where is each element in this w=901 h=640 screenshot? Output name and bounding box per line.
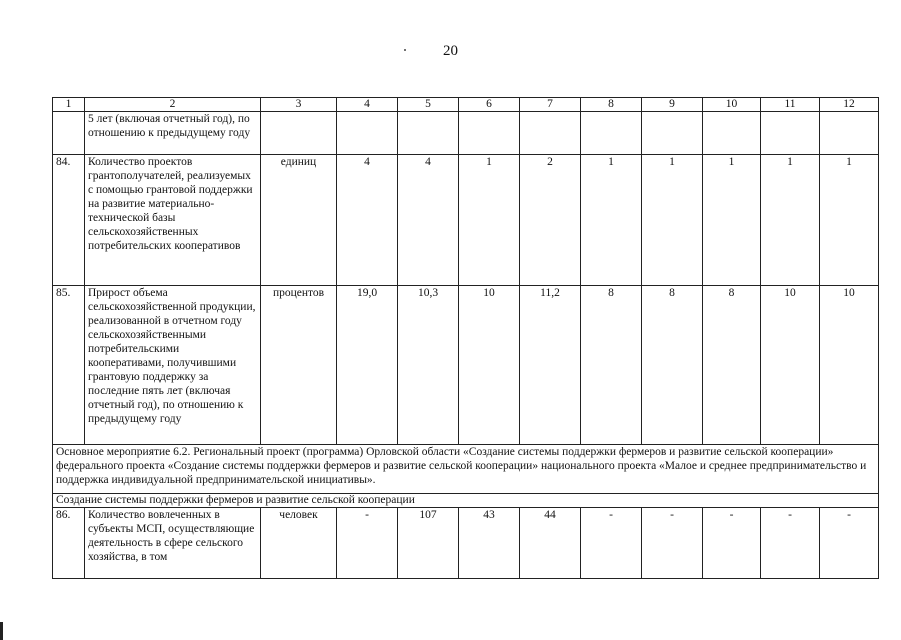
value-cell: - <box>337 508 398 579</box>
row-number <box>53 112 85 155</box>
subsection-heading: Создание системы поддержки фермеров и развитие сельской кооперации <box>53 494 879 508</box>
value-cell: - <box>642 508 703 579</box>
value-cell <box>459 112 520 155</box>
value-cell <box>398 112 459 155</box>
header-cell: 1 <box>53 98 85 112</box>
value-cell <box>761 112 820 155</box>
value-cell <box>520 112 581 155</box>
value-cell: 1 <box>642 155 703 286</box>
header-cell: 9 <box>642 98 703 112</box>
value-cell: 8 <box>581 286 642 445</box>
value-cell <box>581 112 642 155</box>
value-cell: 107 <box>398 508 459 579</box>
header-cell: 4 <box>337 98 398 112</box>
value-cell <box>820 112 879 155</box>
value-cell: 10,3 <box>398 286 459 445</box>
scan-speck <box>404 49 406 51</box>
value-cell: 1 <box>761 155 820 286</box>
unit-cell: процентов <box>261 286 337 445</box>
row-number: 85. <box>53 286 85 445</box>
value-cell: 1 <box>459 155 520 286</box>
header-cell: 8 <box>581 98 642 112</box>
value-cell: 11,2 <box>520 286 581 445</box>
scan-edge-mark <box>0 622 3 640</box>
header-cell: 5 <box>398 98 459 112</box>
indicator-name: Количество вовлеченных в субъекты МСП, осуществляющие деятельность в сфере сельского хозяйства, в том <box>85 508 261 579</box>
column-number-header-row <box>53 98 879 112</box>
header-cell: 2 <box>85 98 261 112</box>
subsection-header-row <box>53 494 879 508</box>
value-cell: - <box>581 508 642 579</box>
section-header-row <box>53 445 879 494</box>
value-cell: 8 <box>703 286 761 445</box>
value-cell: - <box>703 508 761 579</box>
indicator-name: Количество проектов грантополучателей, реализуемых с помощью грантовой поддержки на развитие материально-технической базы сельскохозяйственных потребительских кооперативов <box>85 155 261 286</box>
table-row-84 <box>53 155 879 286</box>
table-row-85 <box>53 286 879 445</box>
value-cell <box>703 112 761 155</box>
header-cell: 6 <box>459 98 520 112</box>
header-cell: 3 <box>261 98 337 112</box>
row-number: 86. <box>53 508 85 579</box>
value-cell <box>642 112 703 155</box>
value-cell: 4 <box>398 155 459 286</box>
table-row-continuation <box>53 112 879 155</box>
value-cell: - <box>820 508 879 579</box>
indicator-name: 5 лет (включая отчетный год), по отношению к предыдущему году <box>85 112 261 155</box>
header-cell: 10 <box>703 98 761 112</box>
value-cell: 10 <box>761 286 820 445</box>
value-cell <box>337 112 398 155</box>
header-cell: 11 <box>761 98 820 112</box>
value-cell: 19,0 <box>337 286 398 445</box>
value-cell: 44 <box>520 508 581 579</box>
unit-cell: единиц <box>261 155 337 286</box>
section-heading: Основное мероприятие 6.2. Региональный проект (программа) Орловской области «Создание системы поддержки фермеров и развитие сельской кооперации» федерального проекта «Создание системы поддержки фермеров и развитие сельской кооперации» национального проекта «Малое и среднее предпринимательство и поддержка индивидуальной предпринимательской инициативы». <box>53 445 879 494</box>
row-number: 84. <box>53 155 85 286</box>
value-cell: 10 <box>459 286 520 445</box>
value-cell: - <box>761 508 820 579</box>
value-cell: 2 <box>520 155 581 286</box>
value-cell: 1 <box>703 155 761 286</box>
header-cell: 12 <box>820 98 879 112</box>
value-cell: 4 <box>337 155 398 286</box>
value-cell: 1 <box>581 155 642 286</box>
indicators-table <box>52 97 879 579</box>
table-row-86 <box>53 508 879 579</box>
page-number: 20 <box>443 43 458 59</box>
value-cell: 8 <box>642 286 703 445</box>
value-cell: 10 <box>820 286 879 445</box>
value-cell: 1 <box>820 155 879 286</box>
indicator-name: Прирост объема сельскохозяйственной продукции, реализованной в отчетном году сельскохозяйственными потребительскими кооперативами, получившими грантовую поддержку за последние пять лет (включая отчетный год), по отношению к предыдущему году <box>85 286 261 445</box>
unit-cell: человек <box>261 508 337 579</box>
header-cell: 7 <box>520 98 581 112</box>
unit-cell <box>261 112 337 155</box>
value-cell: 43 <box>459 508 520 579</box>
